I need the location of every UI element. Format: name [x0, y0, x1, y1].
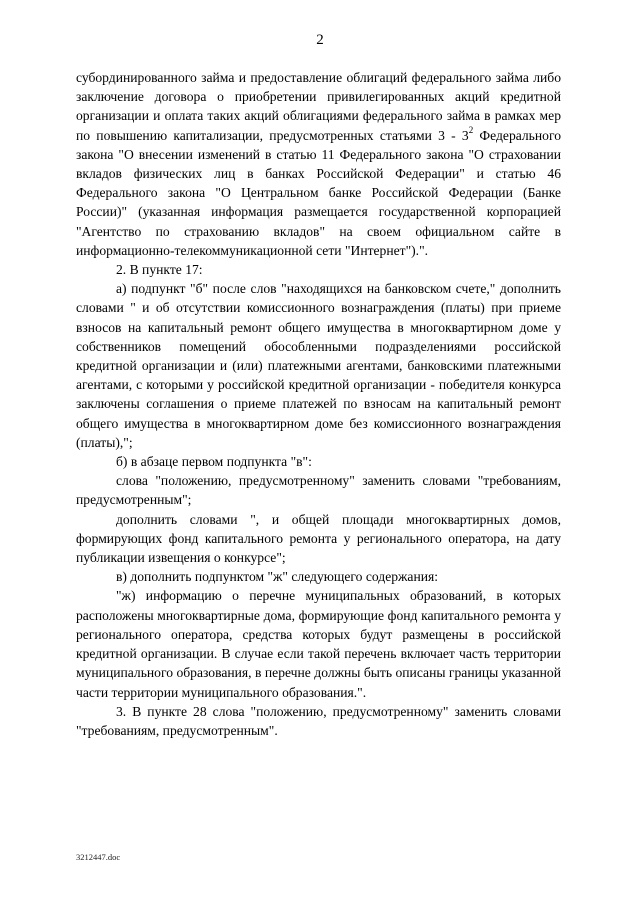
paragraph-1-text-b: Федерального закона "О внесении изменений в статью 11 Федерального закона "О страховании вкладов физических лиц в банках Российской Федерации" и статью 46 Федерального закона "О Центральном банке Российской Федерации (Банке России)" (указанная информация размещается государственной корпорацией "Агентство по страхованию вкладов" на своем официальном сайте в информационно-телекоммуникационной сети "Интернет").".: [76, 127, 561, 258]
page-number: 2: [316, 32, 324, 48]
paragraph-3: а) подпункт "б" после слов "находящихся на банковском счете," дополнить словами " и об отсутствии комиссионного вознаграждения (платы) при приеме взносов на капитальный ремонт общего имущества в многоквартирном доме у собственников помещений обособленными подразделениями российской кредитной организации и (или) платежными агентами, банковскими платежными агентами, с которыми у российской кредитной организации - победителя конкурса заключены соглашения о приеме платежей по взносам на капитальный ремонт общего имущества в многоквартирном доме без комиссионного вознаграждения (платы),";: [76, 281, 561, 450]
paragraph-5: слова "положению, предусмотренному" заменить словами "требованиям, предусмотренным";: [76, 473, 561, 508]
paragraph-1-text-a: субординированного займа и предоставление облигаций федерального займа либо заключение договора о приобретении привилегированных акций кредитной организации и оплата таких акций облигациями федерального займа в рамках мер по повышению капитализации, предусмотренных статьями 3 - 3: [76, 70, 561, 143]
paragraph-4: б) в абзаце первом подпункта "в":: [116, 454, 312, 470]
document-body: [76, 68, 561, 740]
paragraph-8: "ж) информацию о перечне муниципальных образований, в которых расположены многоквартирные дома, формирующие фонд капитального ремонта у регионального оператора, средства которых будут размещены в российской кредитной организации. В случае если такой перечень включает часть территории муниципального образования, в перечне должны быть описаны границы указанной части территории муниципального образования.".: [76, 588, 561, 700]
superscript-2: 2: [468, 125, 474, 136]
paragraph-6: дополнить словами ", и общей площади многоквартирных домов, формирующих фонд капитального ремонта у регионального оператора, на дату публикации извещения о конкурсе";: [76, 511, 561, 566]
paragraph-2: 2. В пункте 17:: [116, 262, 203, 278]
paragraph-1: [76, 68, 561, 260]
paragraph-9: 3. В пункте 28 слова "положению, предусмотренному" заменить словами "требованиям, предусмотренным".: [76, 703, 561, 738]
paragraph-7: в) дополнить подпунктом "ж" следующего содержания:: [116, 569, 439, 585]
file-name-footer: 3212447.doc: [76, 852, 121, 862]
